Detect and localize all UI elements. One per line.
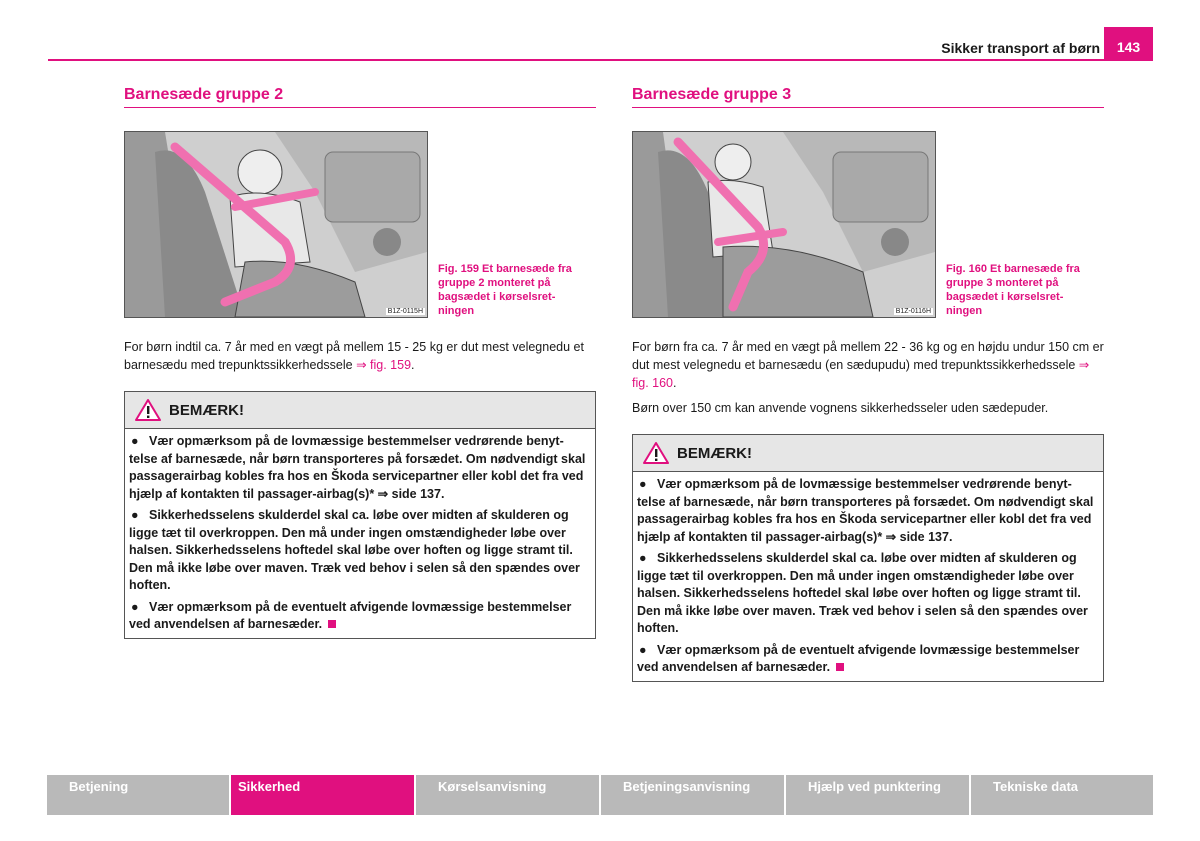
bullet-icon: ● xyxy=(639,642,647,657)
figure-code: B1Z-0115H xyxy=(387,308,423,315)
tab-sikkerhed[interactable]: Sikkerhed xyxy=(231,775,414,815)
figure-160-image xyxy=(632,131,936,318)
warning-triangle-icon xyxy=(643,441,669,465)
tab-betjening[interactable]: Betjening xyxy=(47,775,229,815)
page-number: 143 xyxy=(1104,27,1153,60)
tab-hjaelp-ved-punktering[interactable]: Hjælp ved punktering xyxy=(786,775,969,815)
car-seat-illustration xyxy=(125,132,427,317)
fig-159-link[interactable]: ⇒ fig. 159 xyxy=(356,358,412,372)
end-square-icon xyxy=(328,620,336,628)
bullet-icon: ● xyxy=(639,477,647,491)
figure-159-image xyxy=(124,131,428,318)
warning-item-text: Sikkerhedsselens skulderdel skal ca. løbe over midten af skulderen og ligge tæt til overkroppen. Den må under ingen omstændigheder løbe over halsen. Sikkerhedsselens hoftedel skal løbe over hoften og ligge stramt til. Den må ikke løbe over maven. Træk ved behov i selen så den spændes over hoften. xyxy=(129,508,580,592)
header-rule xyxy=(48,59,1153,61)
warning-body xyxy=(125,429,595,638)
left-figure-row xyxy=(124,131,596,318)
left-column xyxy=(124,86,596,639)
bullet-icon: ● xyxy=(639,551,647,565)
end-square-icon xyxy=(836,663,844,671)
tab-tekniske-data[interactable]: Tekniske data xyxy=(971,775,1153,815)
warning-item-text: Vær opmærksom på de lovmæssige bestemmelser vedrørende benyt-telse af barnesæde, når børn transporteres på forsædet. Om nødvendigt skal passagerairbag kobles fra hos en Škoda servicepartner eller kobl det fra ved hjælp af kontakten til passager-airbag(s)* ⇒ side 137. xyxy=(637,477,1094,544)
paragraph-end: . xyxy=(411,358,415,372)
right-column xyxy=(632,86,1104,682)
warning-item-text: Vær opmærksom på de eventuelt afvigende lovmæssige bestemmelser ved anvendelsen af barnesæder. xyxy=(637,642,1080,674)
bullet-icon: ● xyxy=(131,508,139,522)
warning-item xyxy=(637,642,1097,677)
warning-item xyxy=(129,433,589,503)
paragraph-end: . xyxy=(673,376,677,390)
left-heading: Barnesæde gruppe 2 xyxy=(124,86,596,108)
booster-seat-illustration xyxy=(633,132,935,317)
left-warning-box xyxy=(124,391,596,639)
paragraph-text: For børn fra ca. 7 år med en vægt på mellem 22 - 36 kg og en højdu undur 150 cm er dut mest velegnedu et barnesædu (en sædupudu) med trepunktssikkerhedssele xyxy=(632,340,1104,372)
warning-item xyxy=(129,507,589,595)
left-paragraph xyxy=(124,338,596,374)
bullet-icon: ● xyxy=(131,434,139,448)
right-figure-row xyxy=(632,131,1104,318)
figure-159-caption: Fig. 159 Et barnesæde fra gruppe 2 monteret på bagsædet i kørselsret-ningen xyxy=(438,263,572,317)
warning-title: BEMÆRK! xyxy=(677,444,752,462)
figure-code: B1Z-0116H xyxy=(895,308,931,315)
right-heading: Barnesæde gruppe 3 xyxy=(632,86,1104,108)
right-paragraph-2: Børn over 150 cm kan anvende vognens sikkerhedsseler uden sædepuder. xyxy=(632,401,1049,415)
fig-160-link[interactable]: ⇒ fig. 160 xyxy=(632,358,1090,390)
section-title: Sikker transport af børn xyxy=(941,40,1100,56)
warning-item-text: Vær opmærksom på de lovmæssige bestemmelser vedrørende benyt-telse af barnesæde, når børn transporteres på forsædet. Om nødvendigt skal passagerairbag kobles fra hos en Škoda servicepartner eller kobl det fra ved hjælp af kontakten til passager-airbag(s)* ⇒ side 137. xyxy=(129,434,586,501)
chapter-nav xyxy=(47,775,1153,815)
warning-item-text: Vær opmærksom på de eventuelt afvigende lovmæssige bestemmelser ved anvendelsen af barnesæder. xyxy=(129,599,572,631)
warning-title: BEMÆRK! xyxy=(169,401,244,419)
paragraph-text: For børn indtil ca. 7 år med en vægt på mellem 15 - 25 kg er dut mest velegnedu et barnesædu med trepunktssikkerhedssele xyxy=(124,340,584,372)
right-paragraph-1 xyxy=(632,338,1104,392)
warning-header xyxy=(633,435,1103,472)
bullet-icon: ● xyxy=(131,599,139,614)
tab-korselsanvisning[interactable]: Kørselsanvisning xyxy=(416,775,599,815)
warning-triangle-icon xyxy=(135,398,161,422)
tab-betjeningsanvisning[interactable]: Betjeningsanvisning xyxy=(601,775,784,815)
warning-item xyxy=(637,550,1097,638)
right-warning-box xyxy=(632,434,1104,682)
warning-item xyxy=(129,599,589,634)
warning-item-text: Sikkerhedsselens skulderdel skal ca. løbe over midten af skulderen og ligge tæt til overkroppen. Den må under ingen omstændigheder løbe over halsen. Sikkerhedsselens hoftedel skal løbe over hoften og ligge stramt til. Den må ikke løbe over maven. Træk ved behov i selen så den spændes over hoften. xyxy=(637,551,1088,635)
warning-header xyxy=(125,392,595,429)
warning-item xyxy=(637,476,1097,546)
warning-body xyxy=(633,472,1103,681)
figure-160-caption: Fig. 160 Et barnesæde fra gruppe 3 monteret på bagsædet i kørselsret-ningen xyxy=(946,263,1080,317)
